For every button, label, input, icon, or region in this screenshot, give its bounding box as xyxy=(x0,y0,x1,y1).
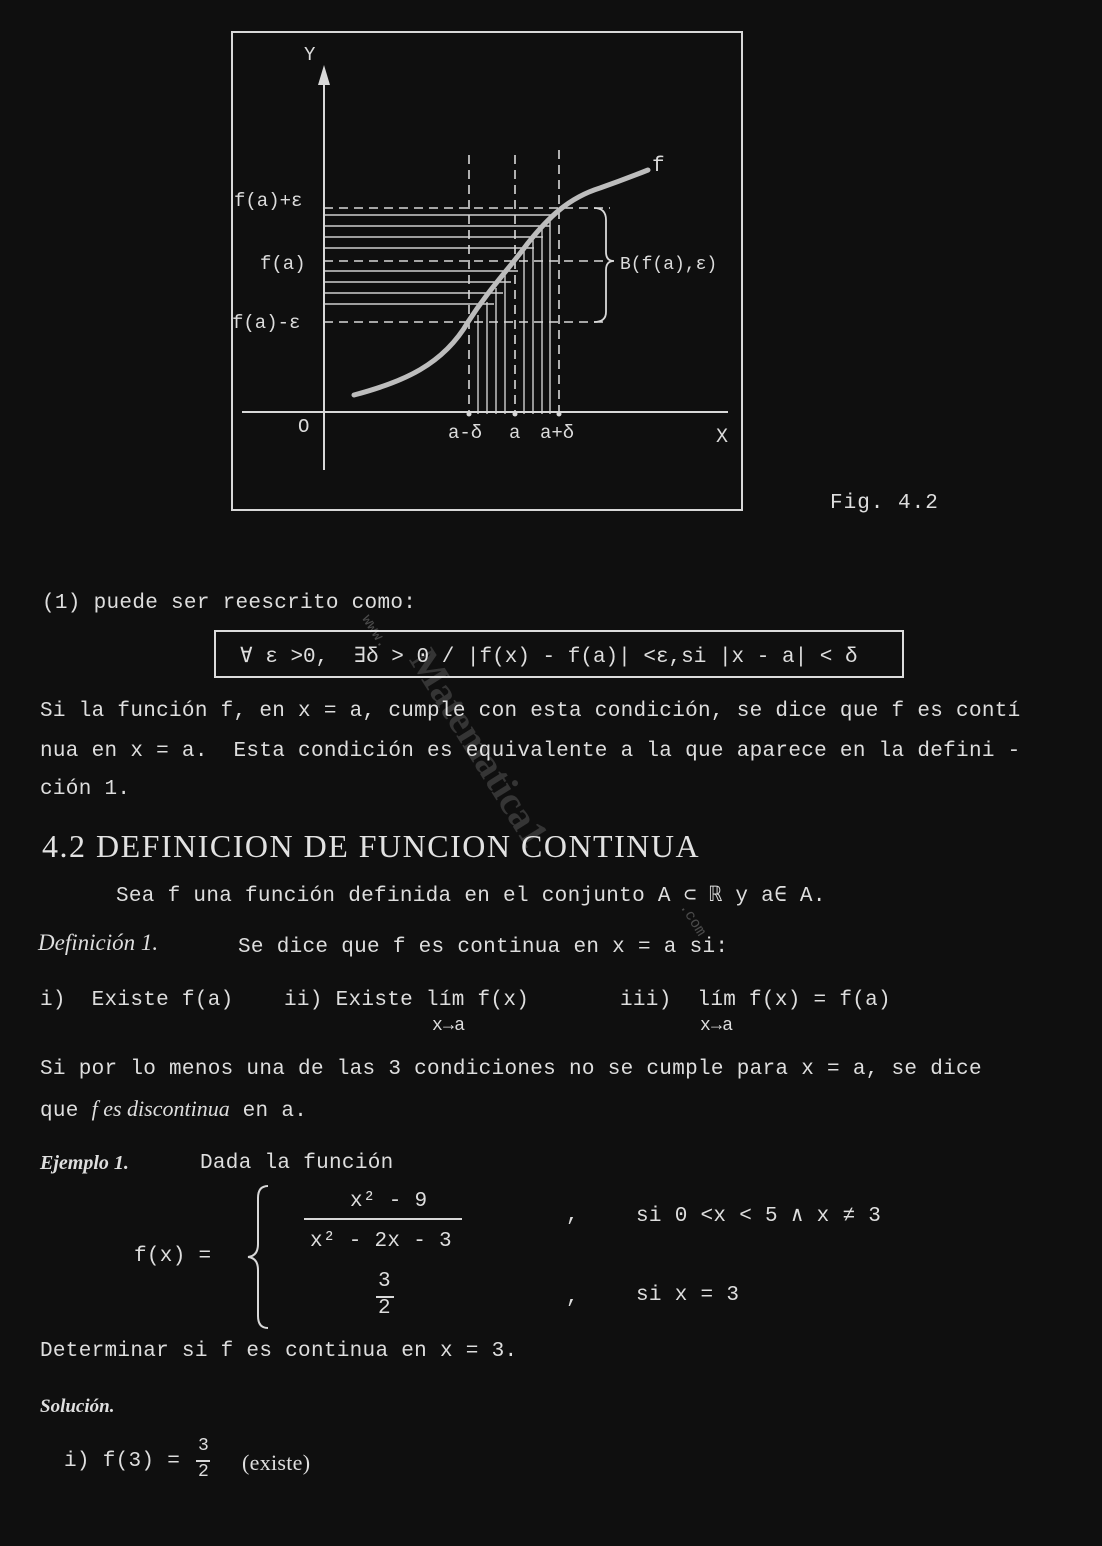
tick-a-minus-delta: a-δ xyxy=(448,422,483,444)
tick-a: a xyxy=(509,422,521,444)
fraction2-denominator: 2 xyxy=(378,1297,391,1320)
tick-fa: f(a) xyxy=(260,253,306,275)
paragraph1-line3: ción 1. xyxy=(40,778,131,801)
horizontal-hatching xyxy=(324,215,556,304)
case2-condition: si x = 3 xyxy=(636,1284,740,1307)
condition-1: i) Existe f(a) xyxy=(40,989,234,1012)
paragraph2-line1: Si por lo menos una de las 3 condiciones no se cumple para x = a, se dice xyxy=(40,1058,982,1081)
example-intro: Dada la función xyxy=(200,1152,394,1175)
example-task: Determinar si f es continua en x = 3. xyxy=(40,1340,518,1363)
tick-fa-plus: f(a)+ε xyxy=(234,190,303,212)
watermark-prefix: www. xyxy=(357,612,392,652)
paragraph2-line2-pre: que xyxy=(40,1100,92,1123)
y-axis-arrow xyxy=(318,65,330,85)
solution-label: Solución. xyxy=(40,1396,115,1417)
ball-label: B(f(a),ε) xyxy=(620,255,718,275)
x-axis-label: X xyxy=(716,426,729,449)
curve-label: f xyxy=(652,155,665,178)
y-axis-label: Y xyxy=(304,44,316,66)
piecewise-brace xyxy=(238,1184,278,1330)
origin-label: O xyxy=(298,416,310,438)
paragraph2-line2 xyxy=(40,1096,307,1123)
tick-fa-minus: f(a)-ε xyxy=(232,312,301,334)
solution-step1-num: 3 xyxy=(198,1436,210,1456)
solution-step1-pre: i) f(3) = xyxy=(64,1450,194,1473)
fraction1-bar xyxy=(304,1218,462,1220)
definition-text: Se dice que f es continua en x = a si: xyxy=(238,936,729,959)
ball-brace xyxy=(594,208,614,322)
comma2: , xyxy=(566,1286,579,1309)
fx-label: f(x) = xyxy=(134,1245,212,1268)
watermark-text: Matematica1 xyxy=(400,640,559,855)
paragraph1-line2: nua en x = a. Esta condición es equivalente a la que aparece en la defini - xyxy=(40,740,1021,763)
watermark-suffix: .com xyxy=(675,900,710,940)
tick-a-plus-delta: a+δ xyxy=(540,422,575,444)
condition-3: iii) lím f(x) = f(a) xyxy=(620,989,891,1012)
fraction1-numerator: x² - 9 xyxy=(350,1190,428,1213)
example-label: Ejemplo 1. xyxy=(40,1152,129,1174)
continuity-diagram xyxy=(228,30,746,514)
solution-step1-post: (existe) xyxy=(242,1450,311,1475)
fraction2-numerator: 3 xyxy=(378,1270,391,1293)
comma1: , xyxy=(566,1204,579,1227)
fraction1-denominator: x² - 2x - 3 xyxy=(310,1230,452,1253)
definition-label: Definición 1. xyxy=(38,930,159,955)
section-heading: 4.2 DEFINICION DE FUNCION CONTINUA xyxy=(42,828,701,864)
intro-line: (1) puede ser reescrito como: xyxy=(42,592,417,615)
condition-2: ii) Existe lím f(x) xyxy=(284,989,530,1012)
condition-2-subscript: x→a xyxy=(432,1016,466,1036)
figure-caption: Fig. 4.2 xyxy=(830,492,939,515)
solution-step1-den: 2 xyxy=(198,1462,210,1482)
paragraph2-line2-post: en a. xyxy=(229,1100,308,1123)
boxed-formula: ∀ ε >0, ∃δ > 0 / |f(x) - f(a)| <ε,si |x - a| < δ xyxy=(240,646,858,669)
condition-3-subscript: x→a xyxy=(700,1016,734,1036)
section-intro: Sea f una función definida en el conjunto A ⊂ ℝ y a∈ A. xyxy=(116,885,826,908)
figure-4-2 xyxy=(228,30,746,514)
paragraph2-line2-italic: f es discontinua xyxy=(91,1096,230,1121)
case1-condition: si 0 <x < 5 ∧ x ≠ 3 xyxy=(636,1205,882,1228)
paragraph1-line1: Si la función f, en x = a, cumple con esta condición, se dice que f es contí xyxy=(40,700,1021,723)
